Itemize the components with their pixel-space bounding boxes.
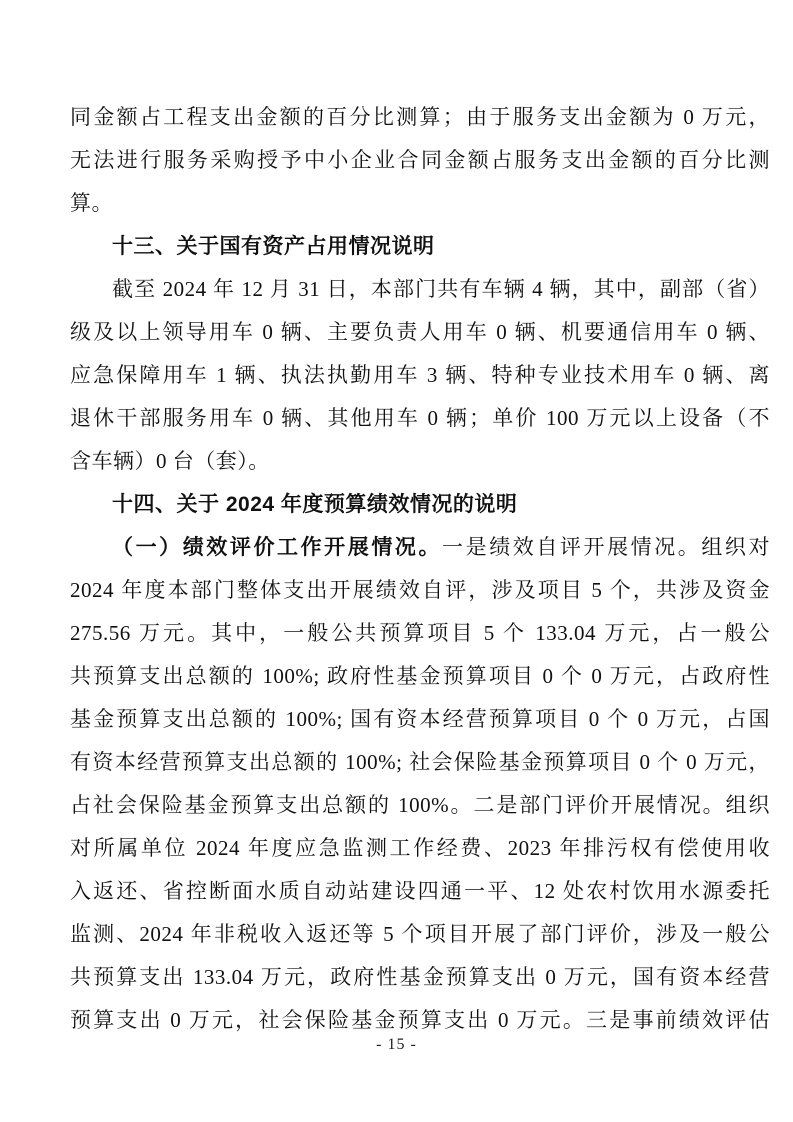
text-segment: 退休干部服务用车 0 辆、其他用车 0 辆；单价 100 万元以上设备（不: [70, 406, 770, 430]
text-line: [70, 526, 770, 569]
text-line: [70, 913, 770, 956]
text-segment: 共预算支出总额的 100%; 政府性基金预算项目 0 个 0 万元，占政府性: [70, 664, 770, 688]
page-number: - 15 -: [376, 1036, 417, 1053]
text-segment: 一是绩效自评开展情况。组织对: [442, 535, 771, 559]
text-segment: 275.56 万元。其中，一般公共预算项目 5 个 133.04 万元，占一般公: [70, 621, 770, 645]
text-line: [70, 268, 770, 311]
text-line: [70, 311, 770, 354]
text-segment: 入返还、省控断面水质自动站建设四通一平、12 处农村饮用水源委托: [70, 879, 770, 903]
text-line: [70, 827, 770, 870]
text-segment: 无法进行服务采购授予中小企业合同金额占服务支出金额的百分比测: [70, 148, 770, 172]
text-segment: 十三、关于国有资产占用情况说明: [112, 235, 435, 258]
section-heading: [70, 483, 770, 526]
text-line: [70, 354, 770, 397]
text-segment: 同金额占工程支出金额的百分比测算；由于服务支出金额为 0 万元，: [70, 105, 770, 129]
text-line: [70, 741, 770, 784]
text-line: [70, 784, 770, 827]
text-line: [70, 440, 770, 483]
text-line: [70, 96, 770, 139]
text-segment: 含车辆）0 台（套）。: [70, 449, 270, 473]
text-segment: 截至 2024 年 12 月 31 日，本部门共有车辆 4 辆，其中，副部（省）: [112, 277, 770, 301]
text-segment: 十四、关于 2024 年度预算绩效情况的说明: [112, 493, 518, 516]
text-segment: 共预算支出 133.04 万元，政府性基金预算支出 0 万元，国有资本经营: [70, 965, 770, 989]
text-segment: 级及以上领导用车 0 辆、主要负责人用车 0 辆、机要通信用车 0 辆、: [70, 320, 770, 344]
text-line: [70, 397, 770, 440]
text-line: [70, 956, 770, 999]
text-segment: 2024 年度本部门整体支出开展绩效自评，涉及项目 5 个，共涉及资金: [70, 578, 770, 602]
text-segment: 有资本经营预算支出总额的 100%; 社会保险基金预算项目 0 个 0 万元，: [70, 750, 770, 774]
section-heading: [70, 225, 770, 268]
text-segment: 占社会保险基金预算支出总额的 100%。二是部门评价开展情况。组织: [70, 793, 770, 817]
text-line: [70, 870, 770, 913]
text-segment: （一）绩效评价工作开展情况。: [112, 536, 443, 559]
text-line: [70, 182, 770, 225]
text-segment: 监测、2024 年非税收入返还等 5 个项目开展了部门评价，涉及一般公: [70, 922, 770, 946]
text-segment: 应急保障用车 1 辆、执法执勤用车 3 辆、特种专业技术用车 0 辆、离: [70, 363, 770, 387]
text-segment: 预算支出 0 万元，社会保险基金预算支出 0 万元。三是事前绩效评估: [70, 1008, 770, 1032]
text-line: [70, 698, 770, 741]
document-content: [70, 96, 770, 1042]
text-line: [70, 569, 770, 612]
text-line: [70, 612, 770, 655]
text-segment: 对所属单位 2024 年度应急监测工作经费、2023 年排污权有偿使用收: [70, 836, 770, 860]
text-segment: 算。: [70, 191, 113, 215]
text-line: [70, 139, 770, 182]
text-line: [70, 655, 770, 698]
text-segment: 基金预算支出总额的 100%; 国有资本经营预算项目 0 个 0 万元，占国: [70, 707, 770, 731]
